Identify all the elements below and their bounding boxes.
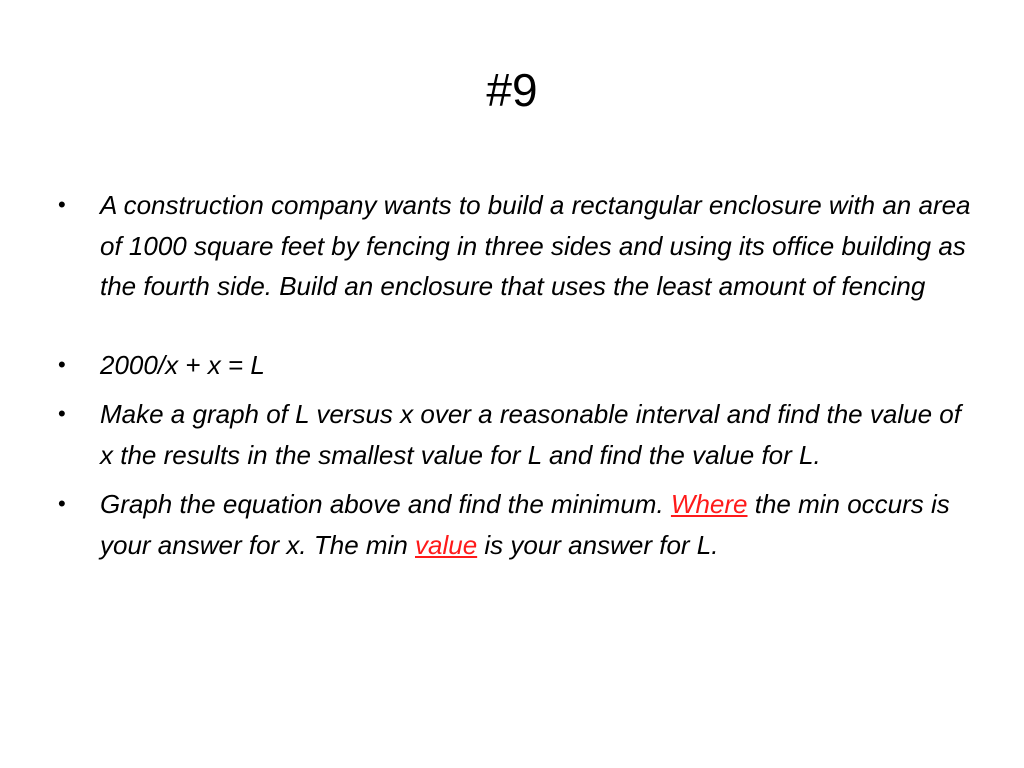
- bullet-icon: •: [58, 351, 66, 377]
- bullet-text-part: is your answer for L.: [477, 529, 719, 560]
- bullet-item-problem: [58, 185, 973, 307]
- emphasis-where: Where: [670, 489, 748, 519]
- bullet-text-part: the min occurs is your answer for x. The min: [100, 489, 950, 560]
- bullet-icon: •: [58, 491, 66, 516]
- bullet-text: 2000/x + x = L: [100, 349, 265, 380]
- slide-title: #9: [486, 64, 538, 116]
- bullet-text: Make a graph of L versus x over a reasonable interval and find the value of x the results in the smallest value for L and find the value for L.: [100, 399, 961, 470]
- bullet-item-graph-task: [58, 394, 973, 475]
- bullet-text: A construction company wants to build a rectangular enclosure with an area of 1000 square feet by fencing in three sides and using its office building as the fourth side. Build an enclosure that uses the least amount of fencing: [100, 190, 971, 301]
- bullet-item-hint: [58, 484, 973, 565]
- bullet-text-part: Graph the equation above and find the minimum.: [100, 489, 671, 519]
- bullet-list: [58, 185, 973, 565]
- bullet-item-equation: [58, 345, 973, 386]
- bullet-icon: •: [58, 192, 66, 217]
- bullet-icon: •: [58, 401, 66, 426]
- emphasis-value: value: [415, 529, 478, 560]
